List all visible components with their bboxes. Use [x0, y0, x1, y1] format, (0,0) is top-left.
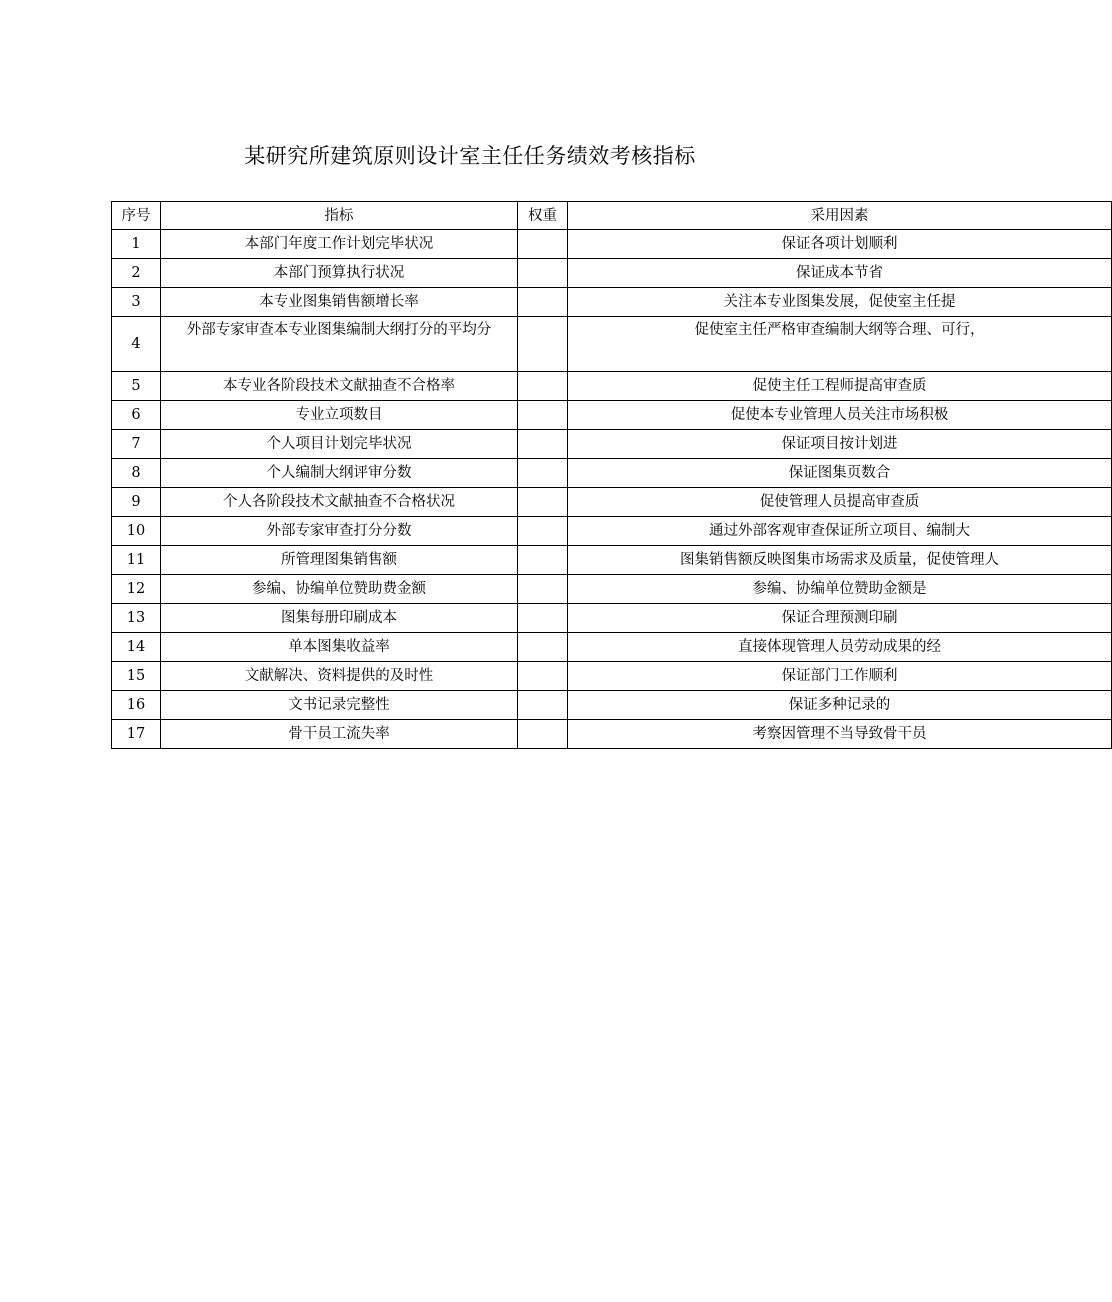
cell-factor: 促使本专业管理人员关注市场积极 — [568, 401, 1112, 430]
cell-factor: 关注本专业图集发展，促使室主任提 — [568, 288, 1112, 317]
cell-factor: 保证成本节省 — [568, 259, 1112, 288]
cell-weight — [518, 691, 568, 720]
cell-factor: 通过外部客观审查保证所立项目、编制大 — [568, 517, 1112, 546]
cell-factor: 考察因管理不当导致骨干员 — [568, 720, 1112, 749]
table-row — [112, 259, 1112, 288]
header-no: 序号 — [112, 202, 161, 230]
cell-indicator: 单本图集收益率 — [161, 633, 518, 662]
document-title: 某研究所建筑原则设计室主任任务绩效考核指标 — [244, 144, 696, 168]
cell-indicator: 外部专家审查打分分数 — [161, 517, 518, 546]
cell-no: 15 — [112, 662, 161, 691]
table-row — [112, 546, 1112, 575]
cell-no: 1 — [112, 230, 161, 259]
cell-no: 12 — [112, 575, 161, 604]
cell-weight — [518, 372, 568, 401]
cell-weight — [518, 459, 568, 488]
cell-weight — [518, 604, 568, 633]
cell-no: 17 — [112, 720, 161, 749]
cell-indicator: 本部门年度工作计划完毕状况 — [161, 230, 518, 259]
cell-factor: 保证各项计划顺利 — [568, 230, 1112, 259]
cell-factor: 参编、协编单位赞助金额是 — [568, 575, 1112, 604]
table-row — [112, 633, 1112, 662]
cell-no: 6 — [112, 401, 161, 430]
cell-weight — [518, 575, 568, 604]
table-row — [112, 459, 1112, 488]
cell-no: 16 — [112, 691, 161, 720]
cell-indicator: 本专业各阶段技术文献抽查不合格率 — [161, 372, 518, 401]
cell-indicator: 本部门预算执行状况 — [161, 259, 518, 288]
cell-no: 11 — [112, 546, 161, 575]
cell-factor: 保证合理预测印刷 — [568, 604, 1112, 633]
cell-no: 14 — [112, 633, 161, 662]
cell-factor: 保证多种记录的 — [568, 691, 1112, 720]
cell-factor: 图集销售额反映图集市场需求及质量，促使管理人 — [568, 546, 1112, 575]
cell-no: 9 — [112, 488, 161, 517]
table-row — [112, 720, 1112, 749]
cell-no: 13 — [112, 604, 161, 633]
cell-weight — [518, 230, 568, 259]
cell-no: 10 — [112, 517, 161, 546]
cell-indicator: 本专业图集销售额增长率 — [161, 288, 518, 317]
cell-weight — [518, 546, 568, 575]
table-row — [112, 691, 1112, 720]
cell-weight — [518, 430, 568, 459]
table-row — [112, 604, 1112, 633]
cell-weight — [518, 633, 568, 662]
cell-no: 7 — [112, 430, 161, 459]
cell-weight — [518, 517, 568, 546]
cell-factor: 保证部门工作顺利 — [568, 662, 1112, 691]
cell-no: 5 — [112, 372, 161, 401]
table-row — [112, 430, 1112, 459]
header-factor: 采用因素 — [568, 202, 1112, 230]
cell-no: 2 — [112, 259, 161, 288]
cell-factor: 保证图集页数合 — [568, 459, 1112, 488]
table-row — [112, 517, 1112, 546]
table-row — [112, 662, 1112, 691]
cell-indicator: 骨干员工流失率 — [161, 720, 518, 749]
cell-factor: 促使管理人员提高审查质 — [568, 488, 1112, 517]
cell-weight — [518, 720, 568, 749]
cell-indicator: 图集每册印刷成本 — [161, 604, 518, 633]
cell-indicator: 个人编制大纲评审分数 — [161, 459, 518, 488]
table-row — [112, 401, 1112, 430]
header-indicator: 指标 — [161, 202, 518, 230]
cell-indicator: 参编、协编单位赞助费金额 — [161, 575, 518, 604]
cell-weight — [518, 488, 568, 517]
table-row — [112, 317, 1112, 372]
cell-indicator: 文书记录完整性 — [161, 691, 518, 720]
table-row — [112, 372, 1112, 401]
cell-weight — [518, 317, 568, 372]
cell-no: 4 — [112, 317, 161, 372]
cell-no: 8 — [112, 459, 161, 488]
cell-indicator: 专业立项数目 — [161, 401, 518, 430]
table-row — [112, 488, 1112, 517]
cell-weight — [518, 288, 568, 317]
cell-factor: 促使室主任严格审查编制大纲等合理、可行， — [568, 317, 1112, 372]
cell-weight — [518, 259, 568, 288]
table-row — [112, 230, 1112, 259]
kpi-table-container — [111, 201, 999, 749]
cell-factor: 直接体现管理人员劳动成果的经 — [568, 633, 1112, 662]
cell-no: 3 — [112, 288, 161, 317]
cell-indicator: 所管理图集销售额 — [161, 546, 518, 575]
table-header-row — [112, 202, 1112, 230]
cell-indicator: 个人各阶段技术文献抽查不合格状况 — [161, 488, 518, 517]
table-row — [112, 288, 1112, 317]
cell-weight — [518, 662, 568, 691]
cell-indicator: 文献解决、资料提供的及时性 — [161, 662, 518, 691]
cell-factor: 保证项目按计划进 — [568, 430, 1112, 459]
cell-factor: 促使主任工程师提高审查质 — [568, 372, 1112, 401]
kpi-table — [111, 201, 1112, 749]
header-weight: 权重 — [518, 202, 568, 230]
cell-indicator: 个人项目计划完毕状况 — [161, 430, 518, 459]
cell-indicator: 外部专家审查本专业图集编制大纲打分的平均分 — [161, 317, 518, 372]
cell-weight — [518, 401, 568, 430]
table-row — [112, 575, 1112, 604]
